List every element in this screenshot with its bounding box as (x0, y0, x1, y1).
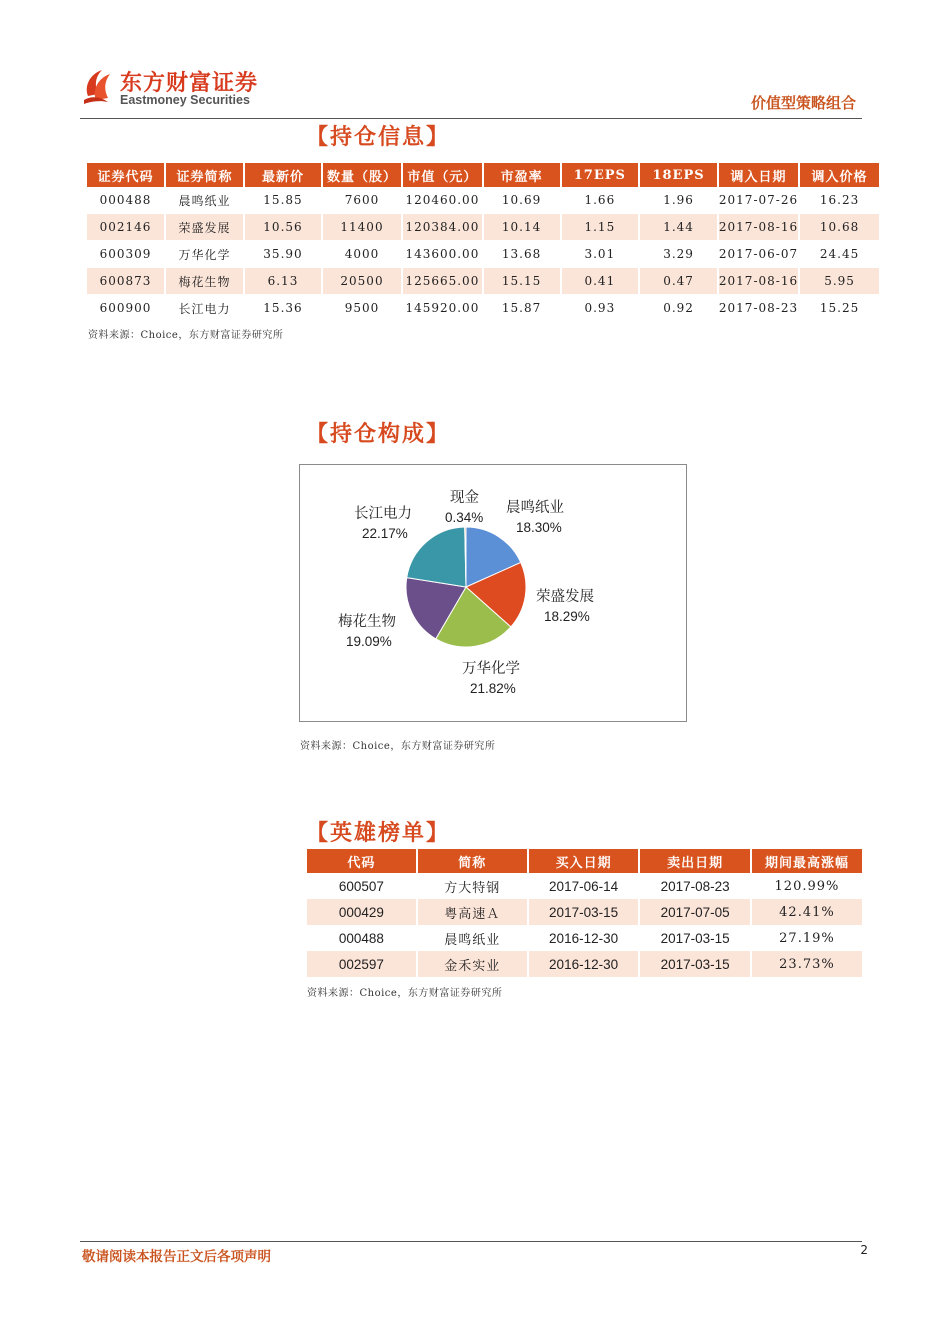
holdings-table (87, 163, 879, 322)
holdings-row (87, 268, 879, 295)
cell: 15.85 (245, 187, 323, 214)
cell: 6.13 (245, 268, 323, 295)
pie-label-pct: 19.09% (346, 634, 392, 649)
cell: 万华化学 (166, 241, 245, 268)
col-header: 最新价 (245, 163, 323, 187)
cell: 002597 (307, 951, 418, 977)
heroes-section-title: 【英雄榜单】 (306, 820, 451, 846)
cell: 600309 (87, 241, 166, 268)
eastmoney-logo-icon (82, 66, 118, 106)
holdings-section-title: 【持仓信息】 (306, 124, 451, 150)
col-header: 卖出日期 (640, 849, 752, 873)
pie-label-name: 长江电力 (354, 506, 412, 522)
cell: 方大特钢 (418, 873, 529, 899)
cell: 20500 (323, 268, 403, 295)
cell: 10.69 (484, 187, 562, 214)
cell: 0.93 (562, 295, 641, 322)
pie-label-pct: 22.17% (362, 526, 408, 541)
cell: 2017-06-07 (719, 241, 800, 268)
cell: 1.44 (640, 214, 719, 241)
cell: 002146 (87, 214, 166, 241)
col-header: 18EPS (640, 163, 719, 187)
cell: 晨鸣纸业 (166, 187, 245, 214)
pie-label-pct: 18.29% (544, 609, 590, 624)
cell: 120384.00 (403, 214, 484, 241)
holdings-header-row (87, 163, 879, 187)
cell: 42.41% (752, 899, 862, 925)
holdings-row (87, 187, 879, 214)
cell: 000488 (307, 925, 418, 951)
header-divider (80, 118, 862, 119)
pie-chart-frame (299, 464, 687, 722)
cell: 3.29 (640, 241, 719, 268)
cell: 长江电力 (166, 295, 245, 322)
logo-chinese-name: 东方财富证券 (120, 71, 259, 96)
pie-label-pct: 18.30% (516, 520, 562, 535)
cell: 000488 (87, 187, 166, 214)
cell: 0.41 (562, 268, 641, 295)
cell: 金禾实业 (418, 951, 529, 977)
cell: 1.96 (640, 187, 719, 214)
heroes-table (307, 849, 862, 977)
cell: 2017-06-14 (529, 873, 641, 899)
holdings-row (87, 295, 879, 322)
pie-slice (407, 527, 466, 587)
cell: 2017-07-05 (640, 899, 752, 925)
cell: 晨鸣纸业 (418, 925, 529, 951)
cell: 2016-12-30 (529, 925, 641, 951)
cell: 7600 (323, 187, 403, 214)
holdings-source-note: 资料来源：Choice，东方财富证券研究所 (88, 330, 284, 341)
pie-chart (300, 465, 686, 721)
holdings-row (87, 214, 879, 241)
cell: 2017-08-23 (640, 873, 752, 899)
heroes-row (307, 925, 862, 951)
cell: 000429 (307, 899, 418, 925)
cell: 15.15 (484, 268, 562, 295)
footer-disclaimer: 敬请阅读本报告正文后各项声明 (82, 1249, 271, 1265)
cell: 2017-08-16 (719, 268, 800, 295)
col-header: 证券代码 (87, 163, 166, 187)
pie-label-name: 万华化学 (462, 661, 520, 677)
cell: 143600.00 (403, 241, 484, 268)
pie-label-name: 荣盛发展 (536, 589, 594, 605)
cell: 24.45 (800, 241, 879, 268)
pie-label-pct: 0.34% (445, 510, 484, 525)
cell: 2017-08-16 (719, 214, 800, 241)
cell: 10.14 (484, 214, 562, 241)
cell: 2017-03-15 (640, 925, 752, 951)
pie-slices (406, 527, 526, 647)
cell: 9500 (323, 295, 403, 322)
pie-label-name: 晨鸣纸业 (506, 500, 564, 516)
heroes-source-note: 资料来源：Choice，东方财富证券研究所 (307, 988, 503, 999)
cell: 2017-08-23 (719, 295, 800, 322)
col-header: 证券简称 (166, 163, 245, 187)
cell: 15.25 (800, 295, 879, 322)
col-header: 17EPS (562, 163, 641, 187)
col-header: 买入日期 (529, 849, 641, 873)
cell: 2017-03-15 (640, 951, 752, 977)
pie-label-name: 梅花生物 (338, 614, 396, 630)
col-header: 期间最高涨幅 (752, 849, 862, 873)
cell: 0.92 (640, 295, 719, 322)
heroes-row (307, 873, 862, 899)
cell: 120.99% (774, 878, 840, 894)
logo-english-name: Eastmoney Securities (120, 93, 250, 107)
holdings-row (87, 241, 879, 268)
cell: 600507 (307, 873, 418, 899)
cell: 2017-03-15 (529, 899, 641, 925)
col-header: 调入价格 (800, 163, 879, 187)
page-number: 2 (860, 1243, 868, 1257)
col-header: 数量（股） (323, 163, 403, 187)
report-type: 价值型策略组合 (750, 94, 856, 112)
pie-label-pct: 21.82% (470, 681, 516, 696)
cell: 10.68 (800, 214, 879, 241)
cell: 35.90 (245, 241, 323, 268)
cell: 10.56 (245, 214, 323, 241)
pie-label-name: 现金 (450, 490, 479, 506)
composition-section-title: 【持仓构成】 (306, 421, 451, 447)
cell: 120460.00 (403, 187, 484, 214)
cell: 梅花生物 (166, 268, 245, 295)
cell: 600900 (87, 295, 166, 322)
cell: 27.19% (779, 930, 835, 946)
cell: 16.23 (800, 187, 879, 214)
composition-source-note: 资料来源：Choice，东方财富证券研究所 (300, 741, 496, 752)
cell: 2017-07-26 (719, 187, 800, 214)
cell: 4000 (323, 241, 403, 268)
col-header: 市值（元） (403, 163, 484, 187)
col-header: 市盈率 (484, 163, 562, 187)
footer-divider (80, 1241, 862, 1242)
heroes-row (307, 951, 862, 977)
cell: 15.87 (484, 295, 562, 322)
cell: 荣盛发展 (166, 214, 245, 241)
heroes-header-row (307, 849, 862, 873)
cell: 1.66 (562, 187, 641, 214)
cell: 145920.00 (403, 295, 484, 322)
cell: 5.95 (800, 268, 879, 295)
cell: 1.15 (562, 214, 641, 241)
col-header: 调入日期 (719, 163, 800, 187)
cell: 23.73% (752, 951, 862, 977)
cell: 13.68 (484, 241, 562, 268)
cell: 0.47 (640, 268, 719, 295)
cell: 125665.00 (403, 268, 484, 295)
cell: 3.01 (562, 241, 641, 268)
cell: 600873 (87, 268, 166, 295)
cell: 15.36 (245, 295, 323, 322)
cell: 11400 (323, 214, 403, 241)
col-header: 简称 (418, 849, 529, 873)
heroes-row (307, 899, 862, 925)
cell: 粤高速Ａ (418, 899, 529, 925)
cell: 2016-12-30 (529, 951, 641, 977)
col-header: 代码 (307, 849, 418, 873)
